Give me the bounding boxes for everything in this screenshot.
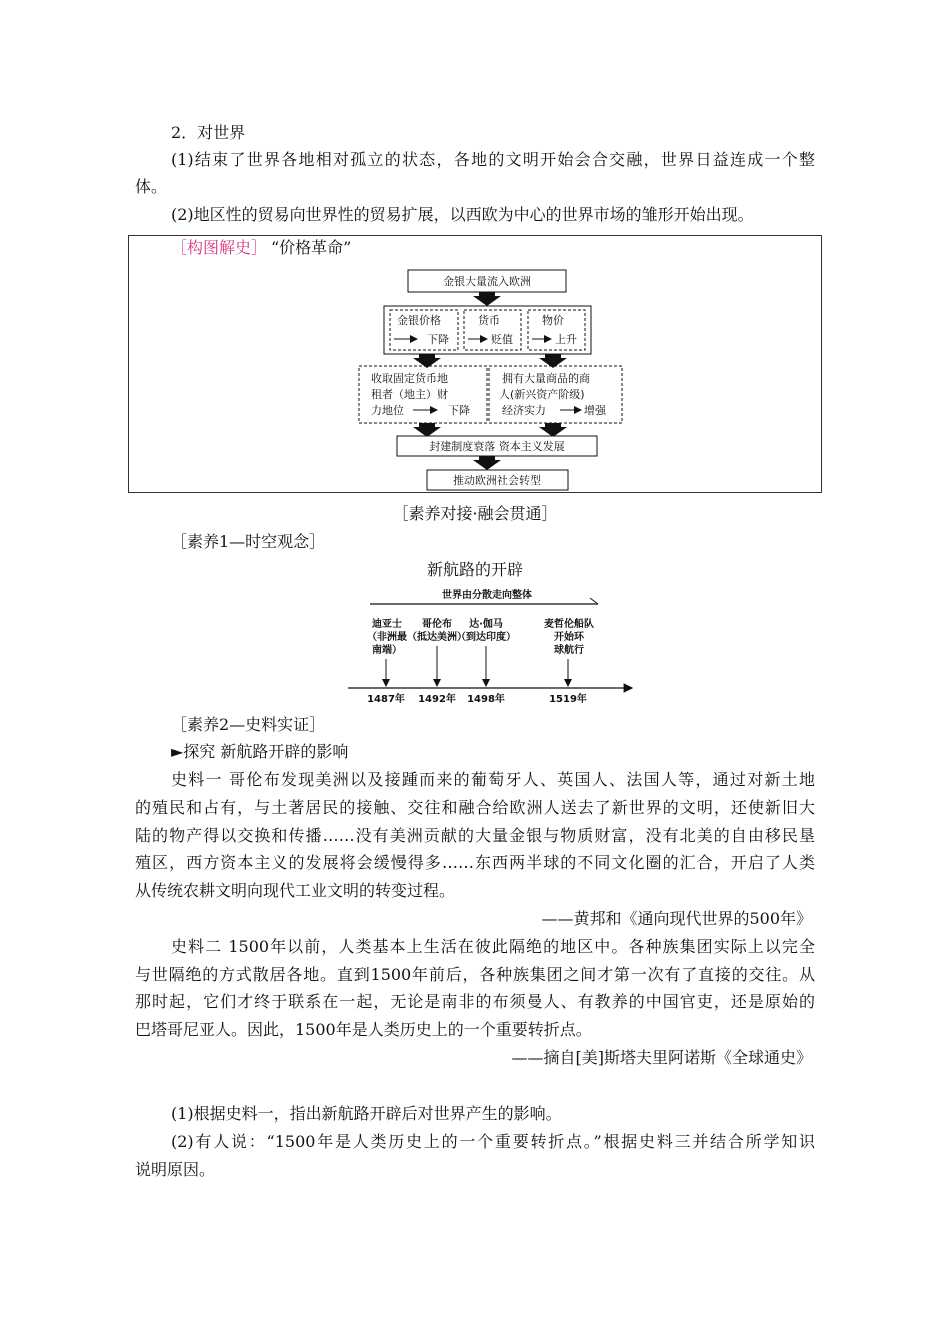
timeline-title: 新航路的开辟 — [426, 560, 523, 579]
event-label: 达·伽马 — [469, 619, 503, 630]
arrow-down — [539, 423, 567, 437]
suyang-heading: ［素养2—史料实证］ — [171, 715, 326, 734]
goods-trend: 上升 — [555, 333, 577, 346]
merchant-line: 人(新兴资产阶级) — [499, 388, 585, 401]
gold-price-label: 金银价格 — [397, 314, 441, 327]
suyang-heading: ［素养1—时空观念］ — [171, 532, 326, 551]
gold-price-trend: 下降 — [427, 333, 449, 346]
source-citation: ——摘自[美]斯塔夫里阿诺斯《全球通史》 — [511, 1048, 812, 1067]
landlord-line: 力地位 — [371, 404, 404, 417]
section-heading: 2．对世界 — [171, 123, 246, 142]
event-label: 迪亚士 — [372, 619, 402, 630]
event-year: 1498年 — [467, 694, 505, 705]
paragraph-line: 体。 — [135, 177, 168, 196]
explore-heading: ►探究 新航路开辟的影响 — [171, 742, 349, 761]
box-transformation-text: 推动欧洲社会转型 — [453, 474, 541, 487]
event-year: 1519年 — [549, 694, 587, 705]
event-label: 球航行 — [554, 645, 584, 656]
box-gold-inflow-text: 金银大量流入欧洲 — [443, 275, 531, 288]
event-label: 麦哲伦船队 — [544, 619, 594, 630]
event-label: 南端） — [372, 645, 402, 656]
event-label: 哥伦布 — [422, 619, 452, 630]
event-label: 开始环 — [554, 632, 584, 643]
figure-tag: ［构图解史］ — [171, 238, 268, 257]
source-line: 从传统农耕文明向现代工业文明的转变过程。 — [135, 881, 456, 900]
event-label: （抵达美洲） — [407, 632, 467, 643]
source-line: 那时起，它们才终于联系在一起，无论是南非的布须曼人、有教养的中国官吏，还是原始的 — [135, 992, 815, 1011]
source-line: 巴塔哥尼亚人。因此，1500年是人类历史上的一个重要转折点。 — [135, 1020, 592, 1039]
goods-label: 物价 — [542, 314, 564, 327]
question: 说明原因。 — [135, 1160, 216, 1179]
timeline-diagram — [348, 588, 632, 705]
figure-title: “价格革命” — [271, 238, 352, 257]
source-line: 史料一 哥伦布发现美洲以及接踵而来的葡萄牙人、英国人、法国人等，通过对新土地 — [171, 770, 815, 789]
source-line: 陆的物产得以交换和传播……没有美洲贡献的大量金银与物质财富，没有北美的自由移民垦 — [135, 826, 815, 845]
arrow-down — [539, 354, 567, 368]
source-line: 的殖民和占有，与土著居民的接触、交往和融合给欧洲人送去了新世界的文明，还使新旧大 — [135, 798, 815, 817]
landlord-trend: 下降 — [448, 404, 470, 417]
event-year: 1492年 — [418, 694, 456, 705]
landlord-line: 收取固定货币地 — [371, 372, 448, 385]
banner-arrow-icon — [590, 598, 598, 604]
event-year: 1487年 — [367, 694, 405, 705]
arrow-down — [413, 423, 441, 437]
source-citation: ——黄邦和《通向现代世界的500年》 — [541, 909, 812, 928]
section-heading: ［素养对接·融会贯通］ — [392, 504, 558, 523]
question: (2)有人说：“1500年是人类历史上的一个重要转折点。”根据史料三并结合所学知识 — [171, 1132, 815, 1151]
money-trend: 贬值 — [491, 333, 513, 346]
merchant-trend: 增强 — [584, 404, 606, 417]
source-line: 与世隔绝的方式散居各地。直到1500年前后，各种族集团之间才第一次有了直接的交往。从 — [135, 965, 815, 984]
arrow-down — [473, 292, 501, 306]
paragraph-line: (1)结束了世界各地相对孤立的状态，各地的文明开始会合交融，世界日益连成一个整 — [171, 150, 815, 169]
box-feudal-text: 封建制度衰落 资本主义发展 — [429, 440, 565, 453]
merchant-line: 拥有大量商品的商 — [502, 372, 590, 385]
money-label: 货币 — [478, 314, 500, 327]
timeline-banner: 世界由分散走向整体 — [442, 590, 532, 601]
paragraph-line: (2)地区性的贸易向世界性的贸易扩展，以西欧为中心的世界市场的雏形开始出现。 — [171, 205, 754, 224]
merchant-line: 经济实力 — [502, 404, 546, 417]
question: (1)根据史料一，指出新航路开辟后对世界产生的影响。 — [171, 1104, 562, 1123]
event-label: （到达印度） — [456, 632, 516, 643]
arrow-down — [473, 456, 501, 470]
event-label: （非洲最 — [367, 632, 407, 643]
source-line: 史料二 1500年以前，人类基本上生活在彼此隔绝的地区中。各种族集团实际上以完全 — [171, 937, 815, 956]
source-line: 殖区，西方资本主义的发展将会缓慢得多……东西两半球的不同文化圈的汇合，开启了人类 — [135, 853, 815, 872]
landlord-line: 租者（地主）财 — [371, 388, 448, 401]
